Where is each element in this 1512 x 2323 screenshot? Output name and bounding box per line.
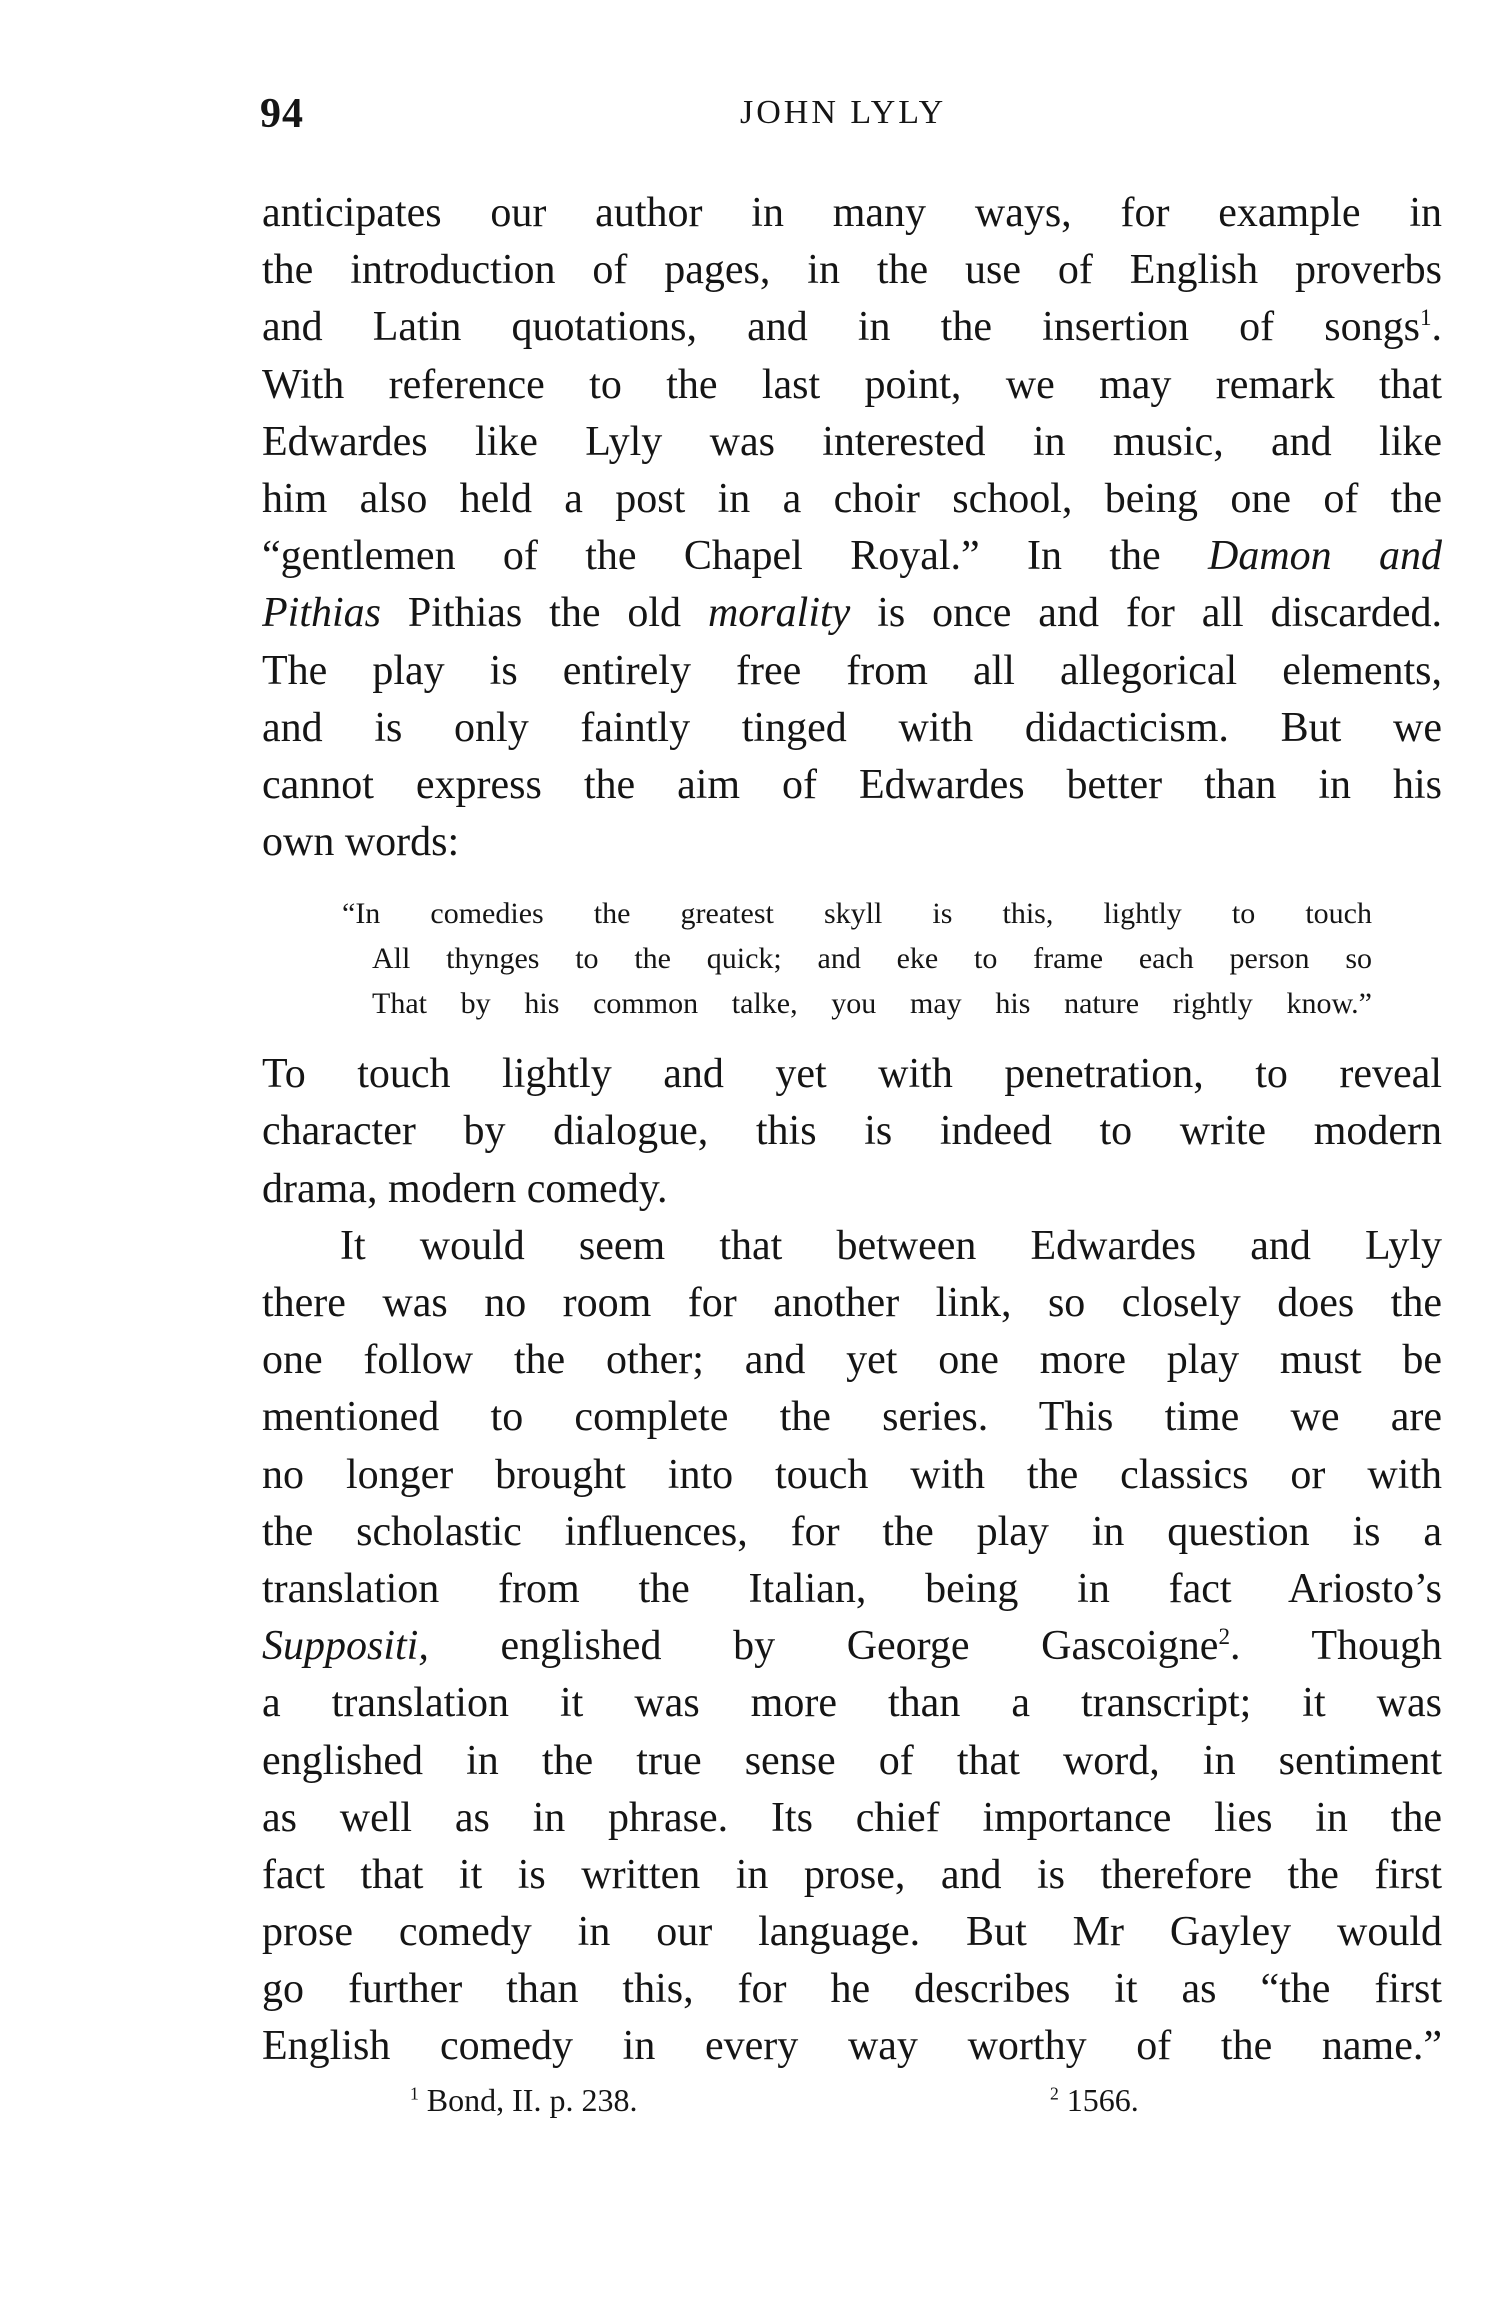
body-line: one follow the other; and yet one more play must be (262, 1337, 1442, 1384)
italic-word: morality (707, 590, 851, 637)
block-quote (342, 891, 1372, 1026)
body-line: the introduction of pages, in the use of English proverbs (262, 247, 1442, 294)
body-text-segment: is once and for all discarded. (877, 590, 1442, 637)
quote-line: All thynges to the quick; and eke to frame each person so (372, 942, 1372, 976)
body-line: It would seem that between Edwardes and Lyly (340, 1222, 1442, 1269)
quote-line: “In comedies the greatest skyll is this, lightly to touch (342, 897, 1372, 931)
body-line: To touch lightly and yet with penetration, to reveal (262, 1051, 1442, 1098)
punctuation: . (1431, 304, 1442, 351)
body-line: anticipates our author in many ways, for example in (262, 190, 1442, 236)
body-text-segment: englished by George Gascoigne (500, 1623, 1219, 1670)
body-line: cannot express the aim of Edwardes better than in his (262, 761, 1442, 808)
body-line: fact that it is written in prose, and is therefore the first (262, 1851, 1442, 1898)
body-line: drama, modern comedy. (262, 1165, 668, 1212)
italic-title: Suppositi, (262, 1623, 429, 1670)
italic-title: Pithias (262, 590, 382, 637)
italic-title: Damon and (1207, 533, 1442, 580)
body-line: English comedy in every way worthy of the name.” (262, 2023, 1442, 2070)
body-line: prose comedy in our language. But Mr Gayley would (262, 1909, 1442, 1956)
body-line: Edwardes like Lyly was interested in music, and like (262, 418, 1442, 465)
footnote-one (410, 2075, 637, 2125)
body-line: and is only faintly tinged with didacticism. But we (262, 704, 1442, 751)
footnote-marker: 2 (1218, 1623, 1230, 1650)
body-line: The play is entirely free from all allegorical elements, (262, 647, 1442, 694)
body-line: translation from the Italian, being in fact Ariosto’s (262, 1565, 1442, 1612)
body-line: go further than this, for he describes it as “the first (262, 1966, 1442, 2013)
footnote-two (1050, 2075, 1139, 2125)
body-line (262, 1618, 1442, 1675)
quote-line: That by his common talke, you may his nature rightly know.” (372, 987, 1372, 1021)
footnote-marker: 1 (1419, 304, 1432, 331)
body-text-segment: Pithias the old (407, 590, 682, 637)
body-text-segment: and Latin quotations, and in the insertion of songs (262, 304, 1420, 351)
body-line (262, 585, 1442, 642)
body-line: mentioned to complete the series. This time we are (262, 1394, 1442, 1441)
body-text-segment: . Though (1229, 1623, 1442, 1670)
body-line (262, 528, 1442, 585)
body-line: as well as in phrase. Its chief importance lies in the (262, 1794, 1442, 1841)
body-line: a translation it was more than a transcript; it was (262, 1680, 1442, 1727)
body-text-segment: “gentlemen of the Chapel Royal.” In the (262, 533, 1161, 580)
body-line: him also held a post in a choir school, being one of the (262, 475, 1442, 522)
footnote-number: 1 (410, 2083, 419, 2104)
footnote-text: 1566. (1066, 2082, 1139, 2118)
body-line: character by dialogue, this is indeed to write modern (262, 1108, 1442, 1155)
body-line (262, 299, 1442, 356)
body-line: own words: (262, 819, 460, 866)
footnote-number: 2 (1050, 2083, 1059, 2104)
body-line: With reference to the last point, we may remark that (262, 361, 1442, 408)
running-head: JOHN LYLY (740, 94, 947, 131)
body-line: the scholastic influences, for the play in question is a (262, 1508, 1442, 1555)
page-header (260, 90, 1440, 150)
footnote-text: Bond, II. p. 238. (426, 2082, 638, 2118)
body-line: no longer brought into touch with the classics or with (262, 1451, 1442, 1498)
main-text (262, 185, 1442, 2076)
body-line: englished in the true sense of that word, in sentiment (262, 1737, 1442, 1784)
page-number: 94 (260, 91, 304, 137)
body-line: there was no room for another link, so closely does the (262, 1280, 1442, 1326)
